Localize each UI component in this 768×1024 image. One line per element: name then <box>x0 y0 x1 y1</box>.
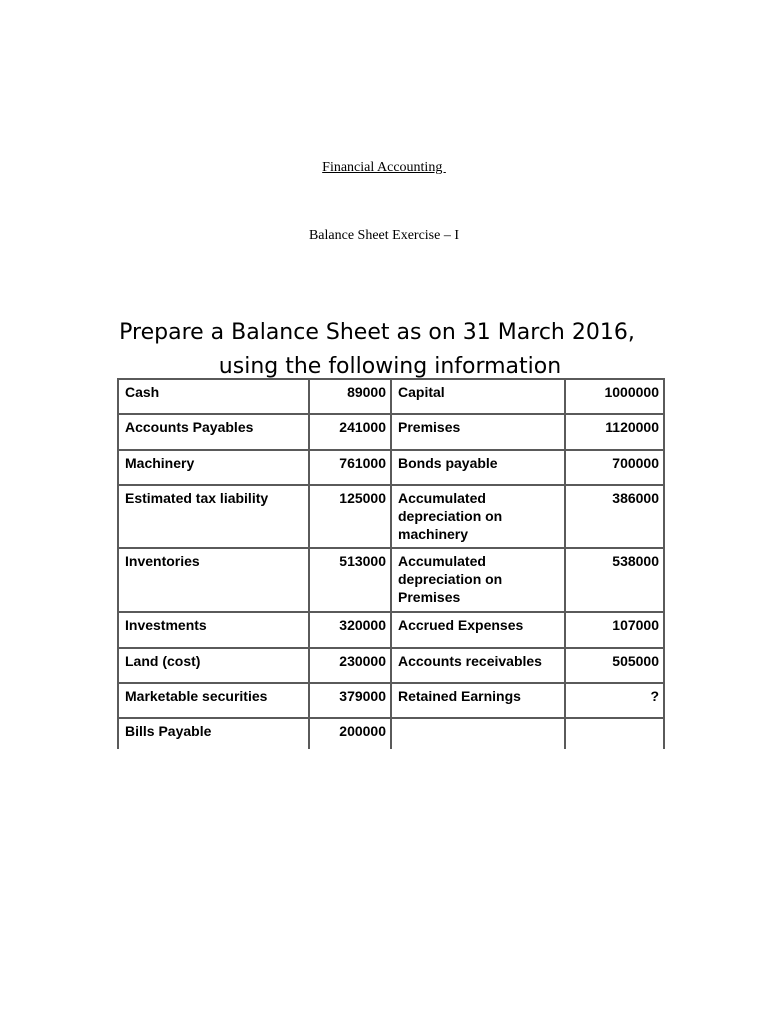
table-row <box>118 485 664 548</box>
right-value-cell <box>565 718 664 749</box>
right-label-cell: Capital <box>391 379 565 414</box>
left-label-cell: Land (cost) <box>118 648 309 683</box>
figure-heading <box>117 316 663 384</box>
right-label-cell: Retained Earnings <box>391 683 565 718</box>
left-value-cell: 89000 <box>309 379 391 414</box>
right-value-cell: 700000 <box>565 450 664 485</box>
right-label-cell <box>391 718 565 749</box>
left-value-cell: 230000 <box>309 648 391 683</box>
left-label-cell: Accounts Payables <box>118 414 309 450</box>
left-value-cell: 241000 <box>309 414 391 450</box>
table-row <box>118 379 664 414</box>
right-label-cell: Accumulated depreciation on Premises <box>391 548 565 612</box>
course-title: Financial Accounting <box>322 160 446 175</box>
table-row <box>118 450 664 485</box>
figure-heading-line2: using the following information <box>218 354 562 379</box>
left-value-cell: 200000 <box>309 718 391 749</box>
balance-sheet-figure <box>117 316 663 749</box>
left-value-cell: 379000 <box>309 683 391 718</box>
right-value-cell: 1000000 <box>565 379 664 414</box>
right-value-cell: 505000 <box>565 648 664 683</box>
left-label-cell: Bills Payable <box>118 718 309 749</box>
left-label-cell: Machinery <box>118 450 309 485</box>
right-label-cell: Accumulated depreciation on machinery <box>391 485 565 548</box>
right-value-cell: 538000 <box>565 548 664 612</box>
left-label-cell: Cash <box>118 379 309 414</box>
right-value-cell: 1120000 <box>565 414 664 450</box>
right-value-cell: 107000 <box>565 612 664 648</box>
right-label-cell: Accounts receivables <box>391 648 565 683</box>
left-label-cell: Marketable securities <box>118 683 309 718</box>
right-label-cell: Bonds payable <box>391 450 565 485</box>
table-row <box>118 648 664 683</box>
table-row <box>118 414 664 450</box>
left-label-cell: Estimated tax liability <box>118 485 309 548</box>
left-value-cell: 320000 <box>309 612 391 648</box>
left-value-cell: 513000 <box>309 548 391 612</box>
table-row <box>118 718 664 749</box>
figure-heading-line1: Prepare a Balance Sheet as on 31 March 2016, <box>119 320 635 345</box>
right-label-cell: Premises <box>391 414 565 450</box>
right-value-cell: 386000 <box>565 485 664 548</box>
table-row <box>118 612 664 648</box>
table-row <box>118 683 664 718</box>
balance-sheet-table <box>117 378 665 749</box>
right-value-cell: ? <box>565 683 664 718</box>
table-row <box>118 548 664 612</box>
left-label-cell: Inventories <box>118 548 309 612</box>
right-label-cell: Accrued Expenses <box>391 612 565 648</box>
exercise-title: Balance Sheet Exercise – I <box>308 228 460 243</box>
left-value-cell: 125000 <box>309 485 391 548</box>
left-value-cell: 761000 <box>309 450 391 485</box>
left-label-cell: Investments <box>118 612 309 648</box>
